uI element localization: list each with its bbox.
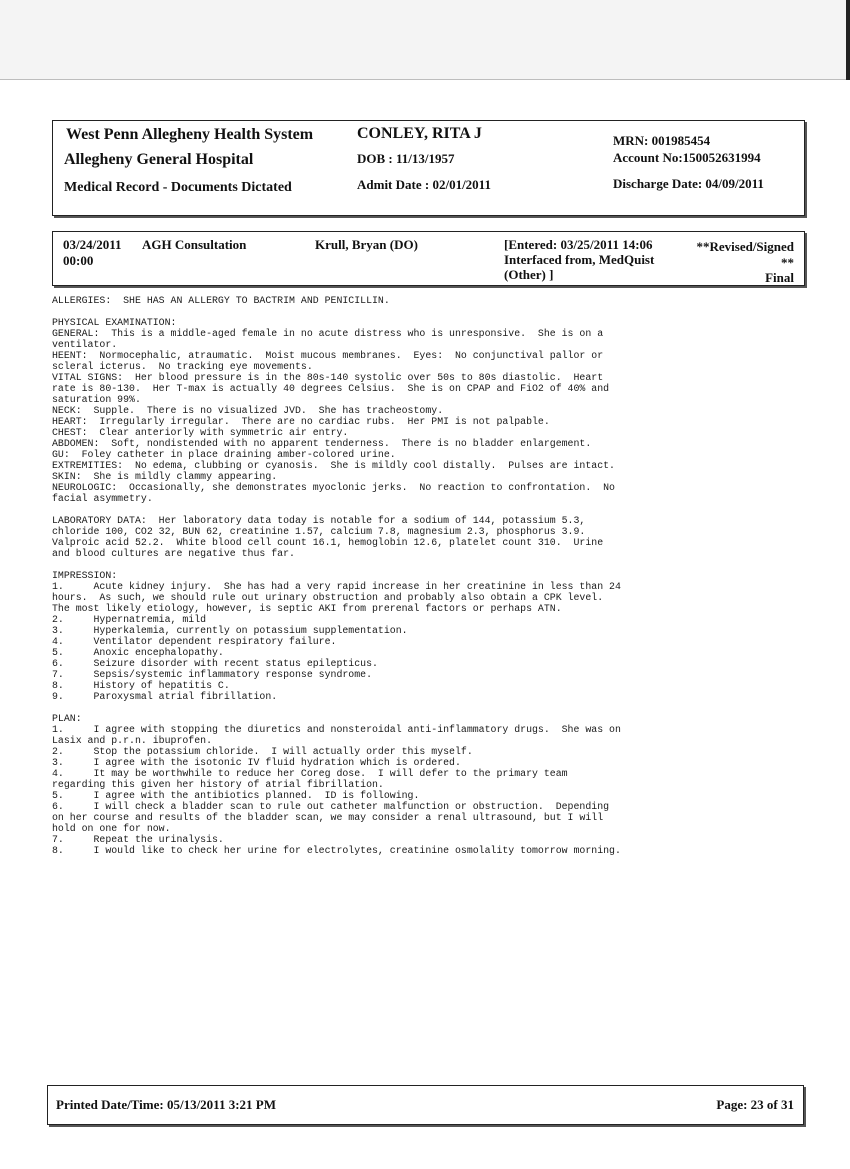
note-line: hold on one for now. <box>52 823 171 834</box>
entry-header <box>52 231 805 286</box>
note-line: 5. I agree with the antibiotics planned. ID is following. <box>52 790 420 801</box>
status-line-3: Final <box>765 270 794 285</box>
note-line: and blood cultures are negative thus far. <box>52 548 295 559</box>
print-footer <box>47 1085 804 1125</box>
entry-author: Krull, Bryan (DO) <box>315 237 418 252</box>
note-line: ALLERGIES: SHE HAS AN ALLERGY TO BACTRIM AND PENICILLIN. <box>52 295 390 306</box>
scan-background <box>0 0 850 80</box>
note-line: SKIN: She is mildly clammy appearing. <box>52 471 278 482</box>
note-line: HEENT: Normocephalic, atraumatic. Moist mucous membranes. Eyes: No conjunctival pallor or <box>52 350 604 361</box>
note-line: 8. I would like to check her urine for electrolytes, creatinine osmolality tomorrow morning. <box>52 845 621 856</box>
note-line: Lasix and p.r.n. ibuprofen. <box>52 735 213 746</box>
note-line: NEUROLOGIC: Occasionally, she demonstrates myoclonic jerks. No reaction to confrontation. No <box>52 482 615 493</box>
note-line: 6. I will check a bladder scan to rule out catheter malfunction or obstruction. Depending <box>52 801 610 812</box>
document-type: Medical Record - Documents Dictated <box>64 180 292 195</box>
note-line: VITAL SIGNS: Her blood pressure is in the 80s-140 systolic over 50s to 80s diastolic. Heart <box>52 372 604 383</box>
scan-page-edge <box>0 79 850 80</box>
note-line: 5. Anoxic encephalopathy. <box>52 647 224 658</box>
status-line-1: **Revised/Signed <box>696 239 794 254</box>
note-line: 7. Sepsis/systemic inflammatory response syndrome. <box>52 669 373 680</box>
entry-type: AGH Consultation <box>142 237 247 252</box>
note-line: 4. Ventilator dependent respiratory failure. <box>52 636 337 647</box>
mrn: MRN: 001985454 <box>613 133 711 148</box>
note-line: 2. Hypernatremia, mild <box>52 614 207 625</box>
patient-name: CONLEY, RITA J <box>357 125 482 142</box>
note-line: GU: Foley catheter in place draining amber-colored urine. <box>52 449 396 460</box>
note-line: 3. I agree with the isotonic IV fluid hydration which is ordered. <box>52 757 461 768</box>
note-line: NECK: Supple. There is no visualized JVD. She has tracheostomy. <box>52 405 444 416</box>
note-line: PHYSICAL EXAMINATION: <box>52 317 177 328</box>
note-line: on her course and results of the bladder scan, we may consider a renal ultrasound, but I will <box>52 812 604 823</box>
admit-date: Admit Date : 02/01/2011 <box>357 177 491 192</box>
note-body <box>52 295 802 856</box>
note-line: chloride 100, CO2 32, BUN 62, creatinine 1.57, calcium 7.8, magnesium 2.3, phosphorus 3.9. <box>52 526 586 537</box>
entry-date: 03/24/2011 <box>63 237 122 252</box>
note-line: GENERAL: This is a middle-aged female in no acute distress who is unresponsive. She is on a <box>52 328 604 339</box>
note-line: facial asymmetry. <box>52 493 153 504</box>
note-line: 1. I agree with stopping the diuretics and nonsteroidal anti-inflammatory drugs. She was on <box>52 724 621 735</box>
note-line: ventilator. <box>52 339 118 350</box>
note-line: 3. Hyperkalemia, currently on potassium supplementation. <box>52 625 408 636</box>
note-line: HEART: Irregularly irregular. There are no cardiac rubs. Her PMI is not palpable. <box>52 416 550 427</box>
note-line: Valproic acid 52.2. White blood cell count 16.1, hemoglobin 12.6, platelet count 310. Urine <box>52 537 604 548</box>
note-line: ABDOMEN: Soft, nondistended with no apparent tenderness. There is no bladder enlargement. <box>52 438 592 449</box>
note-line: regarding this given her history of atrial fibrillation. <box>52 779 384 790</box>
date-of-birth: DOB : 11/13/1957 <box>357 151 455 166</box>
note-line: saturation 99%. <box>52 394 141 405</box>
note-line: 4. It may be worthwhile to reduce her Coreg dose. I will defer to the primary team <box>52 768 568 779</box>
note-line: EXTREMITIES: No edema, clubbing or cyanosis. She is mildly cool distally. Pulses are intact. <box>52 460 615 471</box>
note-line: rate is 80-130. Her T-max is actually 40 degrees Celsius. She is on CPAP and FiO2 of 40% and <box>52 383 610 394</box>
note-line: 6. Seizure disorder with recent status epilepticus. <box>52 658 378 669</box>
hospital-name: Allegheny General Hospital <box>64 151 254 168</box>
scan-page-corner <box>846 0 850 80</box>
entered-line-1: [Entered: 03/25/2011 14:06 <box>504 237 653 252</box>
note-line: 2. Stop the potassium chloride. I will actually order this myself. <box>52 746 473 757</box>
org-name: West Penn Allegheny Health System <box>66 126 314 143</box>
note-line: IMPRESSION: <box>52 570 118 581</box>
note-line: 7. Repeat the urinalysis. <box>52 834 224 845</box>
note-line: 8. History of hepatitis C. <box>52 680 230 691</box>
note-line: scleral icterus. No tracking eye movements. <box>52 361 313 372</box>
entered-line-3: (Other) ] <box>504 267 554 282</box>
note-line: CHEST: Clear anteriorly with symmetric air entry. <box>52 427 349 438</box>
entered-line-2: Interfaced from, MedQuist <box>504 252 655 267</box>
status-line-2: ** <box>781 255 794 270</box>
page-number: Page: 23 of 31 <box>716 1097 794 1112</box>
note-line: 9. Paroxysmal atrial fibrillation. <box>52 691 278 702</box>
discharge-date: Discharge Date: 04/09/2011 <box>613 176 764 191</box>
note-line: LABORATORY DATA: Her laboratory data today is notable for a sodium of 144, potassium 5.3, <box>52 515 586 526</box>
printed-datetime: Printed Date/Time: 05/13/2011 3:21 PM <box>56 1097 277 1112</box>
entry-time: 00:00 <box>63 253 94 268</box>
note-line: 1. Acute kidney injury. She has had a very rapid increase in her creatinine in less than 24 <box>52 581 621 592</box>
note-line: The most likely etiology, however, is septic AKI from prerenal factors or perhaps ATN. <box>52 603 562 614</box>
note-line: PLAN: <box>52 713 82 724</box>
patient-header <box>52 120 805 216</box>
account-number: Account No:150052631994 <box>613 150 761 165</box>
note-line: hours. As such, we should rule out urinary obstruction and probably also obtain a CPK level. <box>52 592 604 603</box>
